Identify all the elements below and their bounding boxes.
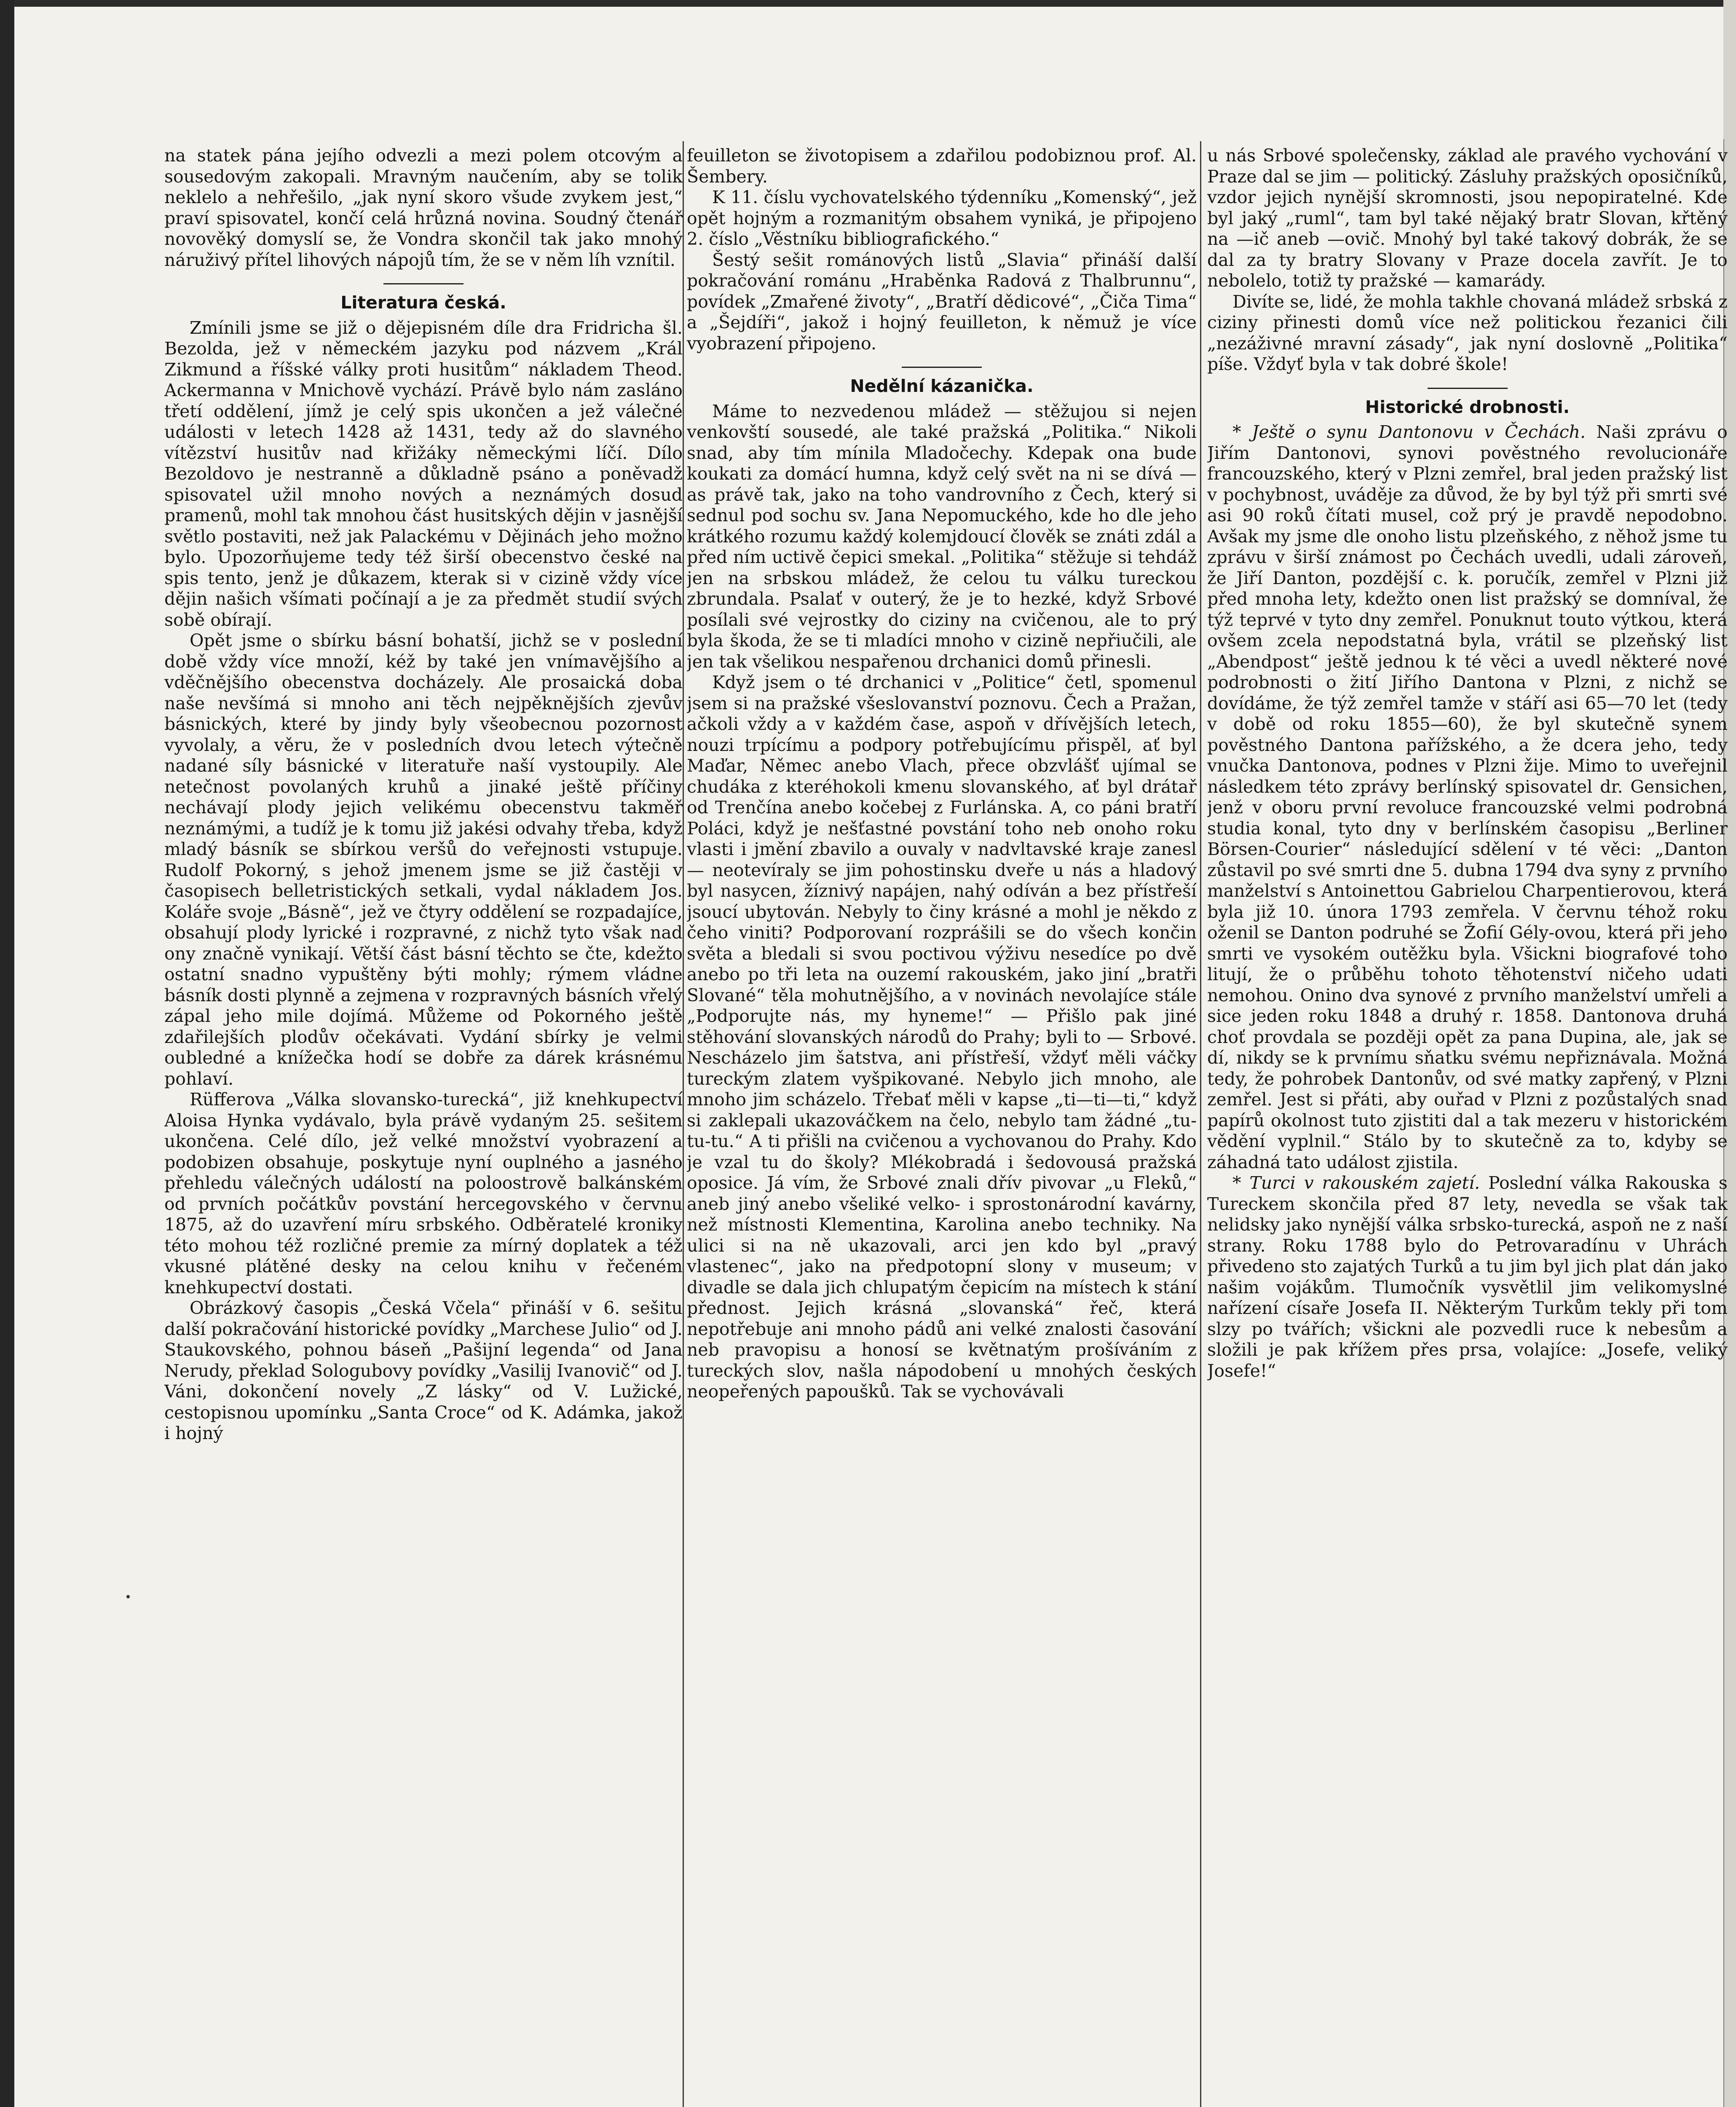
col2-paragraph-1: K 11. číslu vychovatelského týdenníku „Komenský“, jež opět hojným a rozmanitým obsahem vyniká, je připojeno 2. číslo „Věstníku bibliografického.“ <box>687 187 1197 249</box>
col3-paragraph-2: Naši zprávu o Jiřím Dantonovi, synovi pověstného revolucionáře francouzského, který v Plzni zemřel, bral jeden pražský list v pochybnost, uváděje za důvod, že by byl týž při smrti své asi 90 roků čítati musel, což prý je pravdě nepodobno. Avšak my jsme dle onoho listu plzeňského, z něhož jsme tu zprávu v širší známost po Čechách uvedli, udali zároveň, že Jiří Danton, pozdější c. k. poručík, zemřel v Plzni již před mnoha lety, kdežto onen list pražský se domníval, že týž teprvé v tyto dny zemřel. Ponuknut touto výtkou, která ovšem zcela nepodstatná byla, vrátil se plzeňský list „Abendpost“ ještě jednou k té věci a uvedl některé nové podrobnosti o žití Jiřího Dantona v Plzni, z nichž se dovídáme, že týž zemřel tamže v stáří asi 65—70 let (tedy v době od roku 1855—60), že byl skutečně synem pověstného Dantona pařížského, a že dcera jeho, tedy vnučka Dantonova, podnes v Plzni žije. Mimo to uveřejnil následkem této zprávy berlínský spisovatel dr. Gensichen, jenž v oboru první revoluce francouzské velmi podrobná studia konal, tyto dny v berlínském časopisu „Berliner Börsen-Courier“ následující sdělení v té věci: „Danton zůstavil po své smrti dne 5. dubna 1794 dva syny z prvního manželství s Antoinettou Gabrielou Charpentierovou, která byla již 10. února 1793 zemřela. V červnu téhož roku oženil se Danton podruhé se Žofií Gély-ovou, která při jeho smrti ve vysokém outěžku byla. Všickni biografové toho litují, že o průběhu tohoto těhotenství ničeho udati nemohou. Onino dva synové z prvního manželství umřeli a sice jeden roku 1848 a druhý r. 1858. Dantonova druhá choť provdala se později opět za pana Dupina, ale, jak se dí, nikdy se k prvnímu sňatku svému nepřiznávala. Možná tedy, že pohrobek Dantonův, od své matky zapřený, v Plzni zemřel. Jest si přáti, aby ouřad v Plzni z pozůstalých snad papírů okolnost tuto zjistiti dal a tak mezeru v historickém vědění vyplnil.“ Stálo by to skutečně za to, kdyby se záhadná tato událost zjistila. <box>1207 422 1728 1172</box>
col1-paragraph-3: Rüfferova „Válka slovansko-turecká“, již knehkupectví Aloisa Hynka vydávalo, byla právě vydaným 25. sešitem ukončena. Celé dílo, jež velké množství vyobrazení a podobizen obsahuje, poskytuje nyní ouplného a jasného přehledu válečných událostí na poloostrově balkánském od prvních počátkův povstání hercegovského v červnu 1875, až do uzavření míru srbského. Odběratelé kroniky této mohou též rozličné premie za mírný doplatek a též vkusné plátěné desky na celou knihu v řečeném knehkupectví dostati. <box>164 1089 683 1297</box>
col3-subhead-1: Ještě o synu Dantonovu v Čechách. <box>1251 422 1586 442</box>
scan-top-edge <box>0 0 1736 7</box>
column-1 <box>164 145 683 2107</box>
column-rule-1 <box>683 141 684 2107</box>
section-title-kazanicka: Nedělní kázanička. <box>687 367 1197 397</box>
col3-subsection-2: * Turci v rakouském zajetí. Poslední válka Rakouska s Tureckem skončila před 87 lety, nevedla se však tak nelidsky jako nynější válka srbsko-turecká, aspoň ne z naší strany. Roku 1788 bylo do Petrovaradínu v Uhrách přivedeno sto zajatých Turků a tu jim byl jich plat dán jako našim vojákům. Tlumočník vysvětlil jim velikomyslné nařízení císaře Josefa II. Některým Turkům tekly při tom slzy po tvářích; všickni ale pozvedli ruce k nebesům a složili je pak křížem přes prsa, volajíce: „Josefe, veliký Josefe!“ <box>1207 1173 1728 1381</box>
col1-paragraph-1: Zmínili jsme se již o dějepisném díle dra Fridricha šl. Bezolda, jež v německém jazyku pod názvem „Král Zikmund a říšské války proti husitům“ nákladem Theod. Ackermanna v Mnichově vychází. Právě bylo nám zasláno třetí oddělení, jímž je celý spis ukončen a jež válečné události v letech 1428 až 1431, tedy až do slavného vítězství husitův nad křižáky německými líčí. Dílo Bezoldovo je nestranně a důkladně psáno a poněvadž spisovatel užil mnoho nových a neznámých dosud pramenů, mohl tak mnohou část husitských dějin v jasnější světlo postaviti, než jak Palackému v Dějinách jeho možno bylo. Upozorňujeme tedy též širší obecenstvo české na spis tento, jenž je důkazem, kterak si v cizině vždy více dějin našich všímati počínají a je za předmět studií svých sobě obírají. <box>164 317 683 630</box>
col2-paragraph-3: Máme to nezvedenou mládež — stěžujou si nejen venkovští sousedé, ale také pražská „Politika.“ Nikoli snad, aby tím mínila Mladočechy. Kdepak ona bude koukati za domácí humna, když celý svět na ni se dívá — as právě tak, jako na toho vandrovního z Čech, který si sednul pod sochu sv. Jana Nepomuckého, kde ho dle jeho krátkého rozumu každý kolemjdoucí člověk se znáti zdál a před ním uctivě čepici smekal. „Politika“ stěžuje si tehdáž jen na srbskou mládež, že celou tu válku tureckou zbrundala. Psalať v outerý, že je to hezké, když Srbové posílali své vejrostky do ciziny na cvičenou, ale to prý byla škoda, že se ti mladíci mnoho v cizině nepřiučili, ale jen tak všelikou nespařenou drchanici domů přinesli. <box>687 401 1197 672</box>
col2-intro-paragraph: feuilleton se životopisem a zdařilou podobiznou prof. Al. Šembery. <box>687 145 1197 187</box>
col3-paragraph-3: Poslední válka Rakouska s Tureckem skončila před 87 lety, nevedla se však tak nelidsky jako nynější válka srbsko-turecká, aspoň ne z naší strany. Roku 1788 bylo do Petrovaradínu v Uhrách přivedeno sto zajatých Turků a tu jim byl jich plat dán jako našim vojákům. Tlumočník vysvětlil jim velikomyslné nařízení císaře Josefa II. Některým Turkům tekly při tom slzy po tvářích; všickni ale pozvedli ruce k nebesům a složili je pak křížem přes prsa, volajíce: „Josefe, veliký Josefe!“ <box>1207 1173 1728 1381</box>
col1-paragraph-2: Opět jsme o sbírku básní bohatší, jichž se v poslední době vždy více množí, kéž by také jen vnímavějšího a vděčnějšího obecenstva docházely. Ale prosaická doba naše nevšímá si mnoho ani těch nejpěknějších zjevův básnických, které by jindy byly všeobecnou pozornost vyvolaly, a věru, že v posledních dvou letech výtečně nadané síly básnické v literatuře naší vystoupily. Ale netečnost povolaných kruhů a jinaké ještě příčiny nechávají plody jejich velikému obecenstvu takměř neznámými, a tudíž je k tomu již jakési odvahy třeba, když mladý básník se sbírkou veršů do veřejnosti vstupuje. Rudolf Pokorný, s jehož jmenem jsme se již častěji v časopisech belletristických setkali, vydal nákladem Jos. Koláře svoje „Básně“, jež ve čtyry oddělení se rozpadajíce, obsahují plody lyrické i rozpravné, z nichž tyto však nad ony značně vynikají. Větší část básní těchto se čte, kdežto ostatní snadno vypuštěny býti mohly; rýmem vládne básník dosti plynně a zejmena v rozpravných básních vřelý zápal jeho mile dojímá. Můžeme od Pokorného ještě zdařilejších plodův očekávati. Vydání sbírky je velmi oubledné a knížečka hodí se dobře za dárek krásnému pohlaví. <box>164 630 683 1089</box>
section-title-literatura: Literatura česká. <box>164 283 683 314</box>
column-3 <box>1207 145 1728 2107</box>
col2-paragraph-2: Šestý sešit románových listů „Slavia“ přináší další pokračování románu „Hraběnka Radová z Thalbrunnu“, povídek „Zmařené životy“, „Bratří dědicové“, „Čiča Tima“ a „Šejdíři“, jakož i hojný feuilleton, k němuž je více vyobrazení připojeno. <box>687 249 1197 354</box>
col3-paragraph-1: Divíte se, lidé, že mohla takhle chovaná mládež srbská z ciziny přinesti domů více než politickou řezanici čili „nezáživné mravní zásady“, jak nyní doslovně „Politika“ píše. Vždyť byla v tak dobré škole! <box>1207 291 1728 374</box>
col3-subhead-2: Turci v rakouském zajetí. <box>1249 1173 1480 1193</box>
col3-subsection-1: * Ještě o synu Dantonovu v Čechách. Naši zprávu o Jiřím Dantonovi, synovi pověstného revolucionáře francouzského, který v Plzni zemřel, bral jeden pražský list v pochybnost, uváděje za důvod, že by byl týž při smrti své asi 90 roků čítati musel, což prý je pravdě nepodobno. Avšak my jsme dle onoho listu plzeňského, z něhož jsme tu zprávu v širší známost po Čechách uvedli, udali zároveň, že Jiří Danton, pozdější c. k. poručík, zemřel v Plzni již před mnoha lety, kdežto onen list pražský se domníval, že týž teprvé v tyto dny zemřel. Ponuknut touto výtkou, která ovšem zcela nepodstatná byla, vrátil se plzeňský list „Abendpost“ ještě jednou k té věci a uvedl některé nové podrobnosti o žití Jiřího Dantona v Plzni, z nichž se dovídáme, že týž zemřel tamže v stáří asi 65—70 let (tedy v době od roku 1855—60), že byl skutečně synem pověstného Dantona pařížského, a že dcera jeho, tedy vnučka Dantonova, podnes v Plzni žije. Mimo to uveřejnil následkem této zprávy berlínský spisovatel dr. Gensichen, jenž v oboru první revoluce francouzské velmi podrobná studia konal, tyto dny v berlínském časopisu „Berliner Börsen-Courier“ následující sdělení v té věci: „Danton zůstavil po své smrti dne 5. dubna 1794 dva syny z prvního manželství s Antoinettou Gabrielou Charpentierovou, která byla již 10. února 1793 zemřela. V červnu téhož roku oženil se Danton podruhé se Žofií Gély-ovou, která při jeho smrti ve vysokém outěžku byla. Všickni biografové toho litují, že o průběhu tohoto těhotenství ničeho udati nemohou. Onino dva synové z prvního manželství umřeli a sice jeden roku 1848 a druhý r. 1858. Dantonova druhá choť provdala se později opět za pana Dupina, ale, jak se dí, nikdy se k prvnímu sňatku svému nepřiznávala. Možná tedy, že pohrobek Dantonův, od své matky zapřený, v Plzni zemřel. Jest si přáti, aby ouřad v Plzni z pozůstalých snad papírů okolnost tuto zjistiti dal a tak mezeru v historickém vědění vyplnil.“ Stálo by to skutečně za to, kdyby se záhadná tato událost zjistila. <box>1207 422 1728 1172</box>
column-rule-2 <box>1200 141 1201 2107</box>
col2-paragraph-4: Když jsem o té drchanici v „Politice“ četl, spomenul jsem si na pražské všeslovanství poznovu. Čech a Pražan, ačkoli vždy a v každém čase, aspoň v dřívějších letech, nouzi trpícímu a podpory potřebujícímu přispěl, ať byl Maďar, Němec anebo Vlach, přece obzvlášť ujímal se chudáka z kteréhokoli kmenu slovanského, ať byl drátař od Trenčína anebo kočebej z Furlánska. A, co páni bratří Poláci, když je nešťastné povstání toho neb onoho roku vlasti i jmění zbavilo a ouvaly v nadvltavské kraje zanesl — neotevíraly se jim pohostinsku dveře u nás a hladový byl nasycen, žíznivý napájen, nahý odíván a bez přístřeší jsoucí ubytován. Nebyly to činy krásné a mohl je někdo z čeho viniti? Podporovaní rozprášili se do všech končin světa a bledali si svou poctivou výživu nesedíce po dvě anebo po tři leta na ouzemí rakouském, jako jiní „bratři Slované“ těla mohutnějšího, a v novinách nevolajíce stále „Podporujte nás, my hyneme!“ — Přišlo pak jiné stěhování slovanských národů do Prahy; byli to — Srbové. Nescházelo jim šatstva, ani přístřeší, vždyť měli váčky tureckým zlatem vyšpikované. Nebylo jich mnoho, ale mnoho jim scházelo. Třebať měli v kapse „ti—ti—ti,“ když si zaklepali ukazováčkem na čelo, nebylo tam žádné „tu-tu-tu.“ A ti přišli na cvičenou a vychovanou do Prahy. Kdo je vzal tu do školy? Mlékobradá i šedovousá pražská oposice. Já vím, že Srbové znali dřív pivovar „u Fleků,“ aneb jiný anebo všeliké velko- i sprostonárodní kavárny, než místnosti Klementina, Karolina anebo techniky. Na ulici si na ně ukazovali, arci jen kdo byl „pravý vlastenec“, jako na předpotopní slony v museum; v divadle se dala jich chlupatým čepicím na místech k stání přednost. Jejich krásná „slovanská“ řeč, která nepotřebuje ani mnoho pádů ani velké znalosti časování neb pravopisu a honosí se květnatým prošíváním z tureckých slov, našla nápodobení u mnohých českých neopeřených papoušků. Tak se vychovávali <box>687 672 1197 1402</box>
col1-intro-paragraph: na statek pána jejího odvezli a mezi polem otcovým a sousedovým zakopali. Mravným naučením, aby se tolik neklelo a nehřešilo, „jak nyní skoro všude zvykem jest,“ praví spisovatel, končí celá hrůzná novina. Soudný čtenář novověký domyslí se, že Vondra skončil tak jako mnohý náruživý přítel lihových nápojů tím, že se v něm líh vznítil. <box>164 145 683 270</box>
scan-left-edge <box>0 0 14 2107</box>
section-title-drobnosti: Historické drobnosti. <box>1207 388 1728 418</box>
ink-dot <box>126 1595 130 1598</box>
col1-paragraph-4: Obrázkový časopis „Česká Včela“ přináší v 6. sešitu další pokračování historické povídky „Marchese Julio“ od J. Staukovského, pohnou báseň „Pašijní legenda“ od Jana Nerudy, překlad Sologubovy povídky „Vasilij Ivanovič“ od J. Váni, dokončení novely „Z lásky“ od V. Lužické, cestopisnou upomínku „Santa Croce“ od K. Adámka, jakož i hojný <box>164 1298 683 1443</box>
column-2 <box>687 145 1197 2107</box>
col3-intro-paragraph: u nás Srbové společensky, základ ale pravého vychování v Praze dal se jim — politický. Zásluhy pražských oposičníků, vzdor jejich nynější skromnosti, jsou nepopiratelné. Kde byl jaký „ruml“, tam byl také nějaký bratr Slovan, křtěný na —ič aneb —ovič. Mnohý byl také takový dobrák, že se dal za ty bratry Slovany v Praze docela zavřít. Je to nebolelo, totiž ty pražské — kamarády. <box>1207 145 1728 291</box>
